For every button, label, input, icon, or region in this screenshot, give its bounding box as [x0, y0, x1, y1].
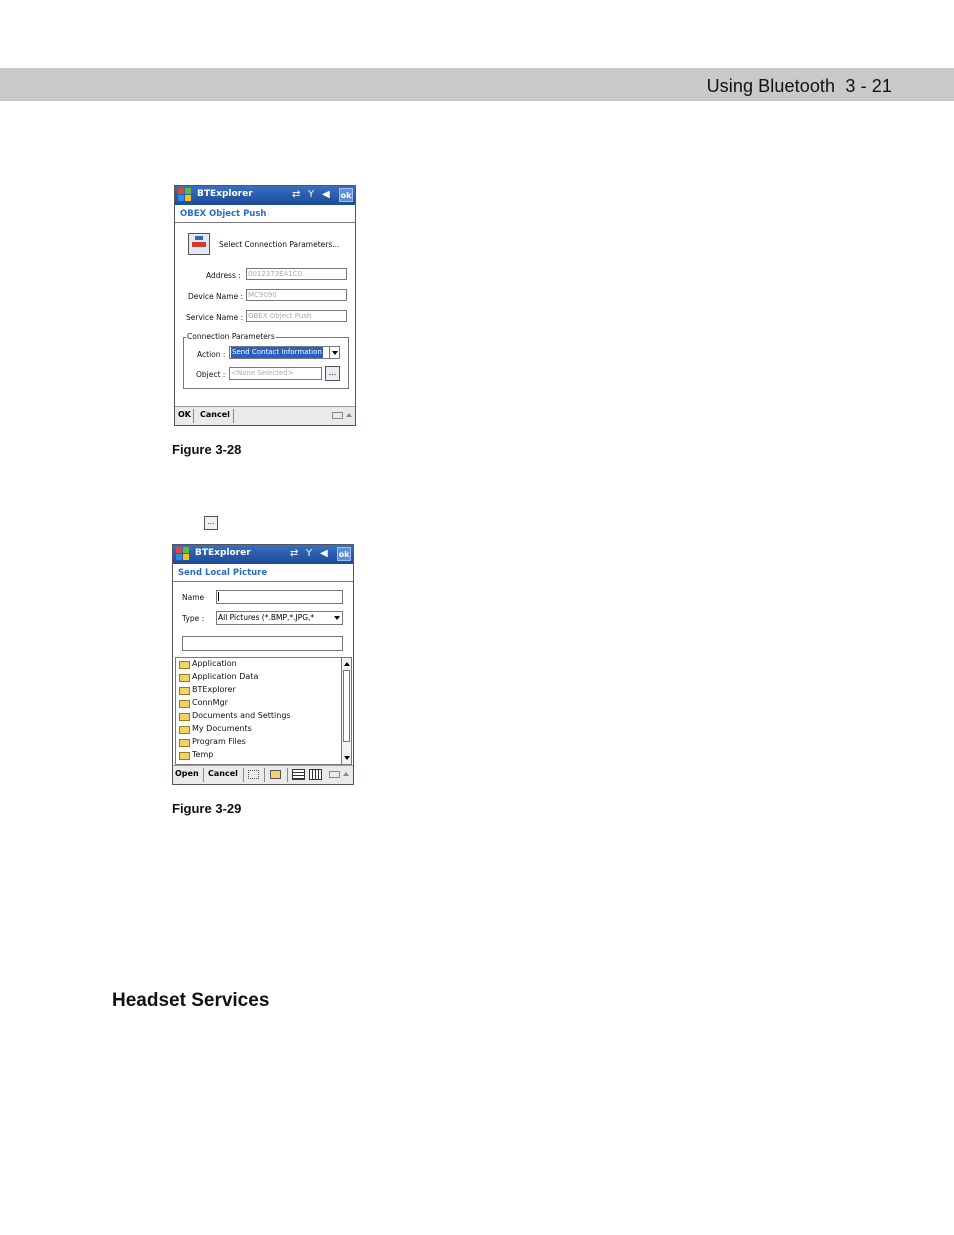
folder-icon: [179, 687, 190, 695]
signal-icon[interactable]: Y: [306, 548, 313, 559]
app-title: BTExplorer: [197, 189, 253, 199]
windows-start-icon[interactable]: [178, 188, 192, 202]
folder-icon: [179, 752, 190, 760]
chevron-up-icon[interactable]: [343, 772, 349, 776]
chevron-down-icon[interactable]: [329, 347, 339, 359]
folder-icon: [179, 739, 190, 747]
sync-icon[interactable]: ⇄: [292, 189, 301, 200]
file-list[interactable]: [175, 657, 352, 765]
connection-icon: [188, 233, 210, 255]
list-item-label: Temp: [192, 750, 214, 759]
list-item-label: BTExplorer: [192, 685, 236, 694]
sync-icon[interactable]: ⇄: [290, 548, 299, 559]
menu-cancel[interactable]: Cancel: [208, 769, 238, 778]
title-bar: [175, 186, 355, 205]
app-title: BTExplorer: [195, 548, 251, 558]
object-label: Object :: [196, 370, 226, 379]
browse-button[interactable]: ...: [325, 366, 340, 381]
service-name-field[interactable]: OBEX Object Push: [246, 310, 347, 322]
section-heading: Headset Services: [112, 990, 270, 1011]
signal-icon[interactable]: Y: [308, 189, 315, 200]
action-selected: Send Contact Information: [232, 348, 322, 356]
scroll-up-icon[interactable]: [344, 662, 350, 666]
type-selected: All Pictures (*.BMP,*.JPG,*: [218, 613, 315, 622]
chapter-title: Using Bluetooth: [706, 76, 836, 96]
chevron-up-icon[interactable]: [346, 413, 352, 417]
device-name-label: Device Name :: [188, 292, 244, 301]
page-header-title: [707, 76, 892, 97]
list-item-label: Documents and Settings: [192, 711, 291, 720]
scroll-down-icon[interactable]: [344, 756, 350, 760]
folder-up-icon: [179, 661, 190, 669]
menu-separator: [264, 768, 265, 782]
address-field[interactable]: 0012373EA1C0: [246, 268, 347, 280]
menu-ok[interactable]: OK: [178, 410, 191, 419]
group-label: Connection Parameters: [187, 332, 275, 341]
keyboard-icon[interactable]: [332, 412, 343, 419]
speaker-icon[interactable]: ◀: [320, 548, 328, 559]
list-item-label: Application Data: [192, 672, 259, 681]
scrollbar[interactable]: [341, 658, 351, 764]
scroll-thumb[interactable]: [343, 670, 350, 742]
obex-object-push-screen: [174, 185, 356, 426]
device-name-field[interactable]: MC9090: [246, 289, 347, 301]
screen-subtitle: OBEX Object Push: [175, 205, 355, 223]
connection-parameters-group: [183, 337, 349, 389]
list-item-label: ConnMgr: [192, 698, 228, 707]
speaker-icon[interactable]: ◀: [322, 189, 330, 200]
list-item-label: Application: [192, 659, 237, 668]
service-name-label: Service Name :: [186, 313, 244, 322]
menu-cancel[interactable]: Cancel: [200, 410, 230, 419]
menu-bar: [173, 765, 353, 784]
folder-icon: [179, 674, 190, 682]
browse-button-reference: ...: [204, 516, 218, 530]
name-input[interactable]: [216, 590, 343, 604]
action-label: Action :: [197, 350, 226, 359]
menu-separator: [243, 768, 244, 782]
name-label: Name: [182, 593, 205, 602]
menu-separator: [193, 409, 194, 423]
folder-icon: [179, 700, 190, 708]
ok-button[interactable]: ok: [339, 188, 353, 202]
text-cursor: [218, 592, 219, 601]
menu-separator: [233, 409, 234, 423]
up-folder-icon[interactable]: [248, 770, 259, 779]
path-field[interactable]: [182, 636, 343, 651]
menu-bar: [175, 406, 355, 425]
type-label: Type :: [182, 614, 205, 623]
figure-caption-1: Figure 3-28: [172, 442, 242, 457]
action-dropdown[interactable]: [229, 346, 340, 359]
ok-button[interactable]: ok: [337, 547, 351, 561]
menu-separator: [287, 768, 288, 782]
folder-icon: [179, 713, 190, 721]
chevron-down-icon[interactable]: [332, 612, 342, 624]
menu-separator: [203, 768, 204, 782]
menu-open[interactable]: Open: [175, 769, 199, 778]
new-folder-icon[interactable]: [270, 770, 281, 779]
screen-subtitle: Send Local Picture: [173, 564, 353, 582]
keyboard-icon[interactable]: [329, 771, 340, 778]
list-view-icon[interactable]: [292, 769, 305, 780]
figure-caption-2: Figure 3-29: [172, 801, 242, 816]
list-item-label: My Documents: [192, 724, 252, 733]
folder-icon: [179, 726, 190, 734]
address-label: Address :: [206, 271, 241, 280]
prompt-text: Select Connection Parameters...: [219, 240, 340, 249]
list-item-label: Program Files: [192, 737, 246, 746]
send-local-picture-screen: [172, 544, 354, 785]
details-view-icon[interactable]: [309, 769, 322, 780]
type-dropdown[interactable]: [216, 611, 343, 625]
title-bar: [173, 545, 353, 564]
page-number: 3 - 21: [845, 76, 892, 96]
windows-start-icon[interactable]: [176, 547, 190, 561]
object-field[interactable]: <None Selected>: [229, 367, 322, 380]
